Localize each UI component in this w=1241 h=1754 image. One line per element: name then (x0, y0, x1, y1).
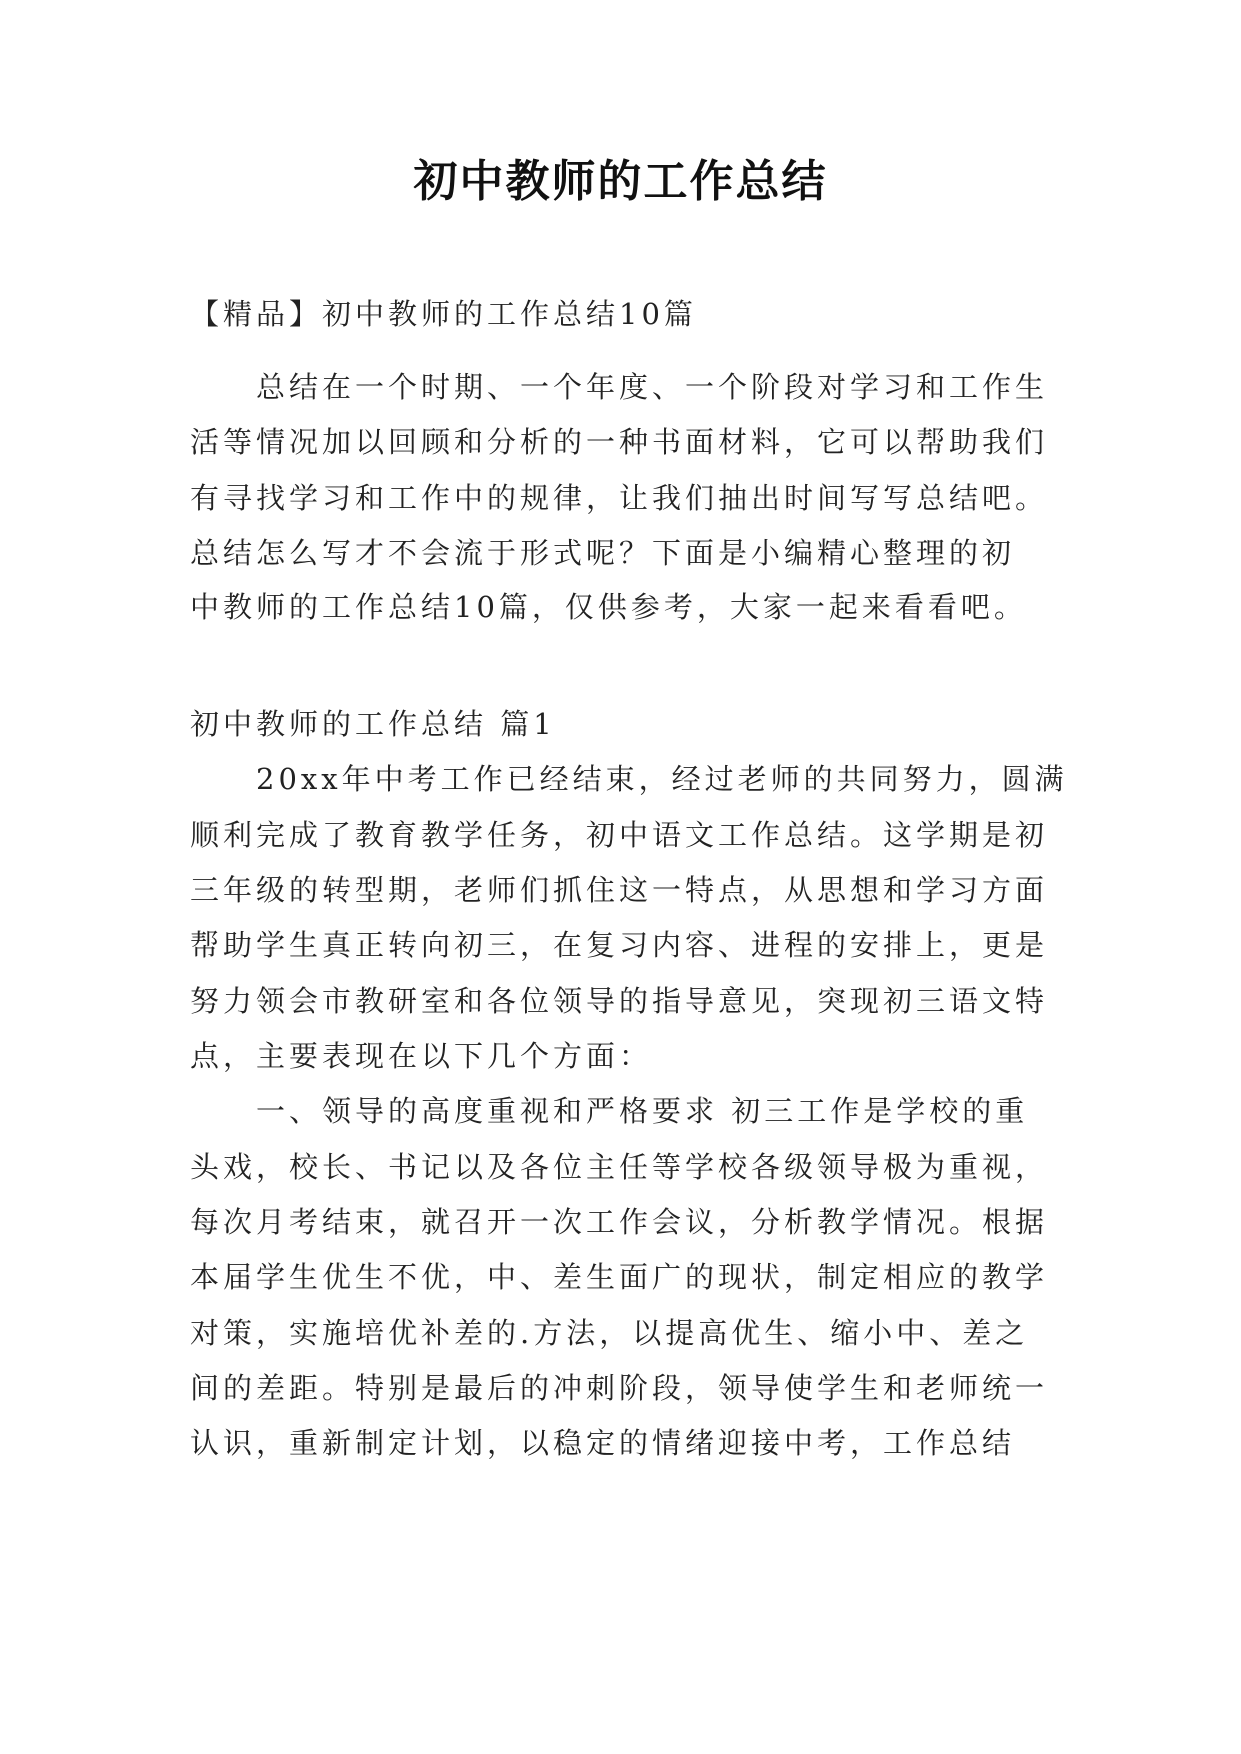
paragraph-line: 点，主要表现在以下几个方面： (190, 1039, 653, 1073)
paragraph-line: 帮助学生真正转向初三，在复习内容、进程的安排上，更是 (190, 928, 1049, 962)
section-heading: 初中教师的工作总结 篇1 (190, 707, 556, 741)
paragraph-line: 一、领导的高度重视和严格要求 初三工作是学校的重 (256, 1094, 1029, 1128)
paragraph-line: 本届学生优生不优，中、差生面广的现状，制定相应的教学 (190, 1260, 1049, 1294)
document-subtitle: 【精品】初中教师的工作总结10篇 (190, 297, 697, 331)
document-title: 初中教师的工作总结 (413, 156, 828, 207)
paragraph-line: 每次月考结束，就召开一次工作会议，分析教学情况。根据 (190, 1205, 1049, 1239)
paragraph-line: 认识，重新制定计划，以稳定的情绪迎接中考，工作总结 (190, 1426, 1016, 1460)
paragraph-line: 头戏，校长、书记以及各位主任等学校各级领导极为重视， (190, 1150, 1049, 1184)
paragraph-line: 间的差距。特别是最后的冲刺阶段，领导使学生和老师统一 (190, 1371, 1049, 1405)
intro-line: 活等情况加以回顾和分析的一种书面材料，它可以帮助我们 (190, 425, 1049, 459)
paragraph-line: 20xx年中考工作已经结束，经过老师的共同努力，圆满 (256, 762, 1068, 796)
paragraph-line: 努力领会市教研室和各位领导的指导意见，突现初三语文特 (190, 984, 1049, 1018)
paragraph-line: 顺利完成了教育教学任务，初中语文工作总结。这学期是初 (190, 818, 1049, 852)
paragraph-line: 三年级的转型期，老师们抓住这一特点，从思想和学习方面 (190, 873, 1049, 907)
intro-line: 总结在一个时期、一个年度、一个阶段对学习和工作生 (256, 370, 1049, 404)
intro-line: 中教师的工作总结10篇，仅供参考，大家一起来看看吧。 (190, 590, 1027, 624)
paragraph-line: 对策，实施培优补差的.方法，以提高优生、缩小中、差之 (190, 1316, 1029, 1350)
intro-line: 有寻找学习和工作中的规律，让我们抽出时间写写总结吧。 (190, 481, 1049, 515)
intro-line: 总结怎么写才不会流于形式呢？下面是小编精心整理的初 (190, 536, 1016, 570)
